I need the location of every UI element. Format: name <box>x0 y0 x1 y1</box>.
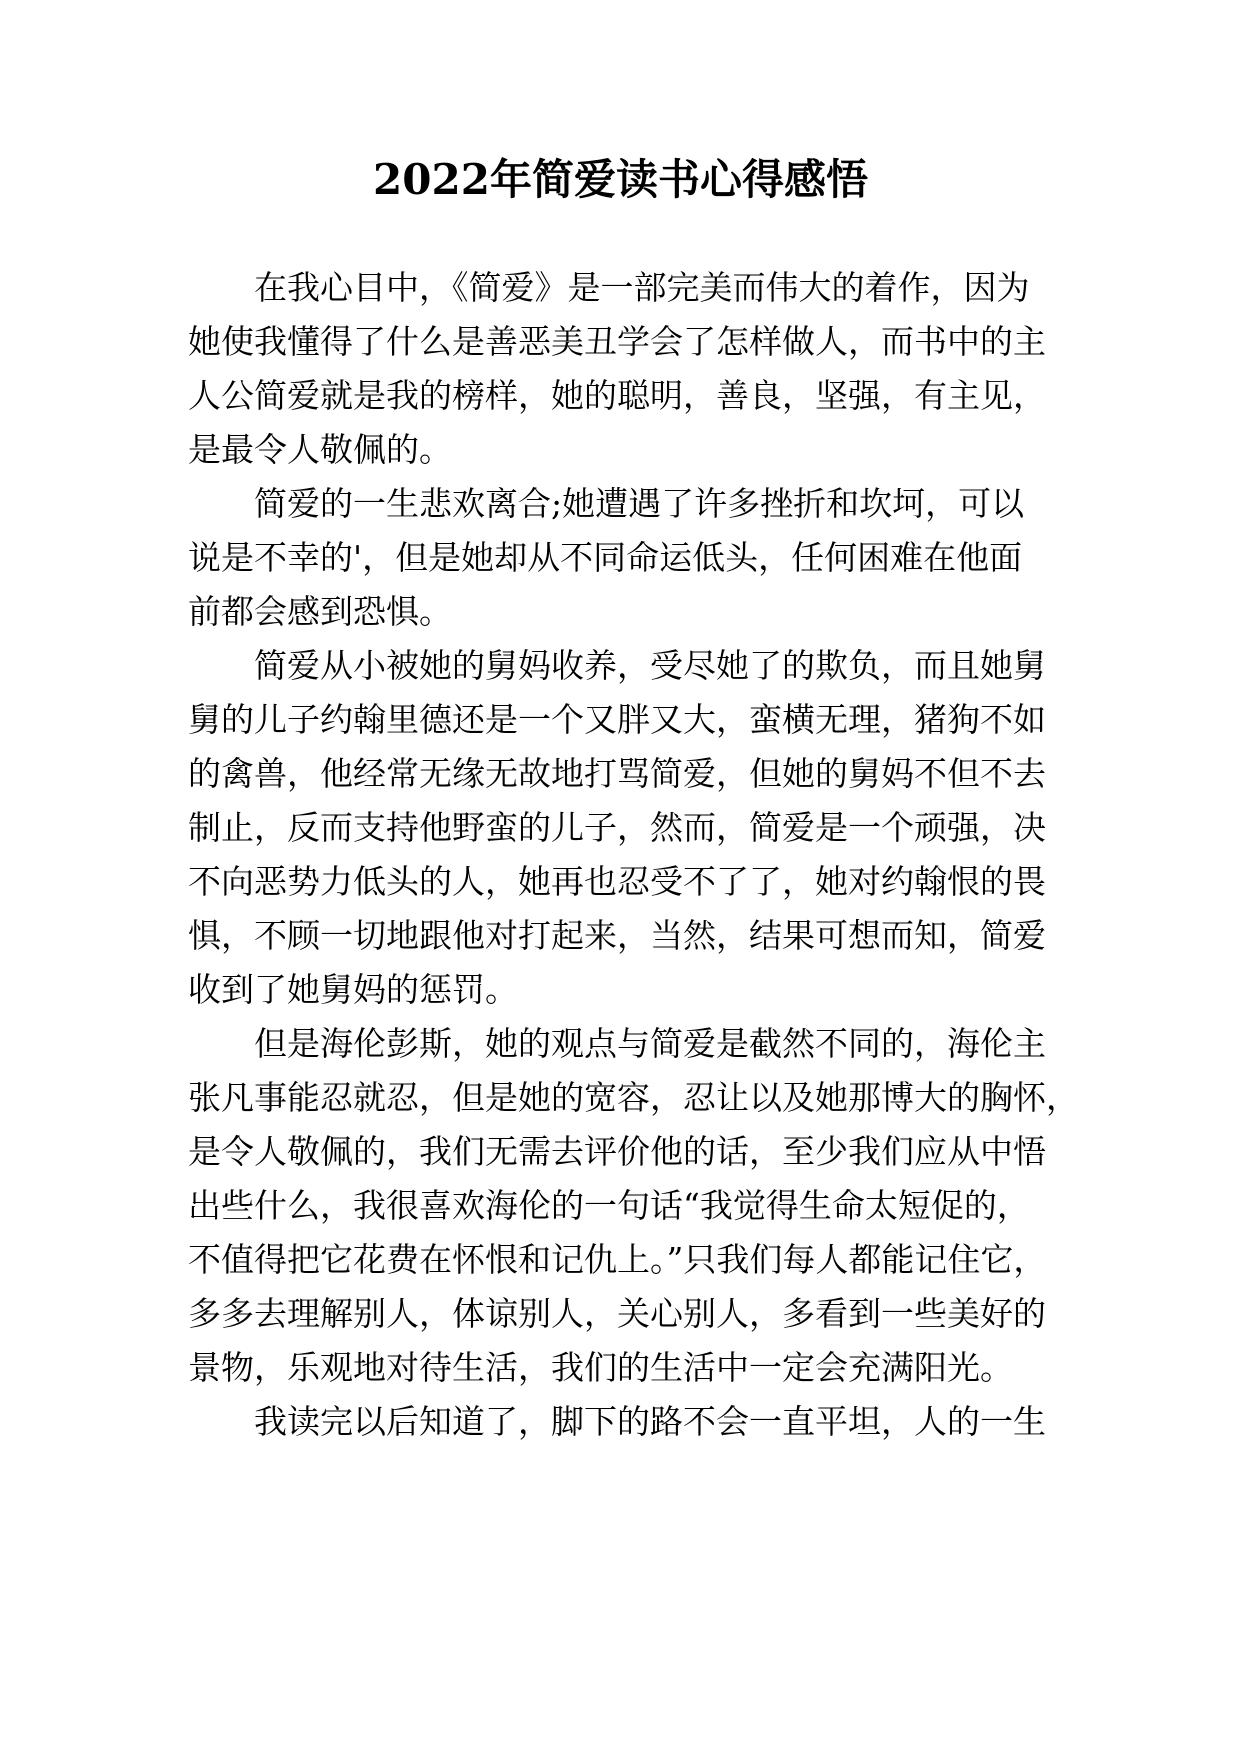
body-line: 舅的儿子约翰里德还是一个又胖又大，蛮横无理，猪狗不如 <box>188 700 1046 739</box>
body-line: 说是不幸的'，但是她却从不同命运低头，任何困难在他面 <box>188 538 1023 577</box>
body-line: 是最令人敬佩的。 <box>188 430 452 469</box>
body-line: 前都会感到恐惧。 <box>188 592 452 631</box>
body-line-paragraph-2-start: 简爱的一生悲欢离合;她遭遇了许多挫折和坎坷，可以 <box>254 484 1025 523</box>
body-line: 不向恶势力低头的人，她再也忍受不了了，她对约翰恨的畏 <box>188 862 1046 901</box>
body-line: 制止，反而支持他野蛮的儿子，然而，简爱是一个顽强，决 <box>188 808 1046 847</box>
body-line: 的禽兽，他经常无缘无故地打骂简爱，但她的舅妈不但不去 <box>188 754 1046 793</box>
body-line: 收到了她舅妈的惩罚。 <box>188 970 518 1009</box>
body-line-paragraph-5-start: 我读完以后知道了，脚下的路不会一直平坦，人的一生 <box>254 1402 1046 1441</box>
body-line: 不值得把它花费在怀恨和记仇上。”只我们每人都能记住它， <box>188 1240 1047 1279</box>
body-line: 惧，不顾一切地跟他对打起来，当然，结果可想而知，简爱 <box>188 916 1046 955</box>
body-line: 人公简爱就是我的榜样，她的聪明，善良，坚强，有主见， <box>188 376 1046 415</box>
body-line: 张凡事能忍就忍，但是她的宽容，忍让以及她那博大的胸怀， <box>188 1078 1079 1117</box>
body-line-paragraph-3-start: 简爱从小被她的舅妈收养，受尽她了的欺负，而且她舅 <box>254 646 1046 685</box>
body-line: 景物，乐观地对待生活，我们的生活中一定会充满阳光。 <box>188 1348 1013 1387</box>
body-line-paragraph-1-start: 在我心目中，《简爱》是一部完美而伟大的着作，因为 <box>254 268 1030 307</box>
body-line: 她使我懂得了什么是善恶美丑学会了怎样做人，而书中的主 <box>188 322 1046 361</box>
body-line: 是令人敬佩的，我们无需去评价他的话，至少我们应从中悟 <box>188 1132 1046 1171</box>
page-title: 2022年简爱读书心得感悟 <box>373 155 868 204</box>
body-line-paragraph-4-start: 但是海伦彭斯，她的观点与简爱是截然不同的，海伦主 <box>254 1024 1046 1063</box>
body-line: 多多去理解别人，体谅别人，关心别人，多看到一些美好的 <box>188 1294 1046 1333</box>
body-line: 出些什么，我很喜欢海伦的一句话“我觉得生命太短促的， <box>188 1186 1030 1225</box>
